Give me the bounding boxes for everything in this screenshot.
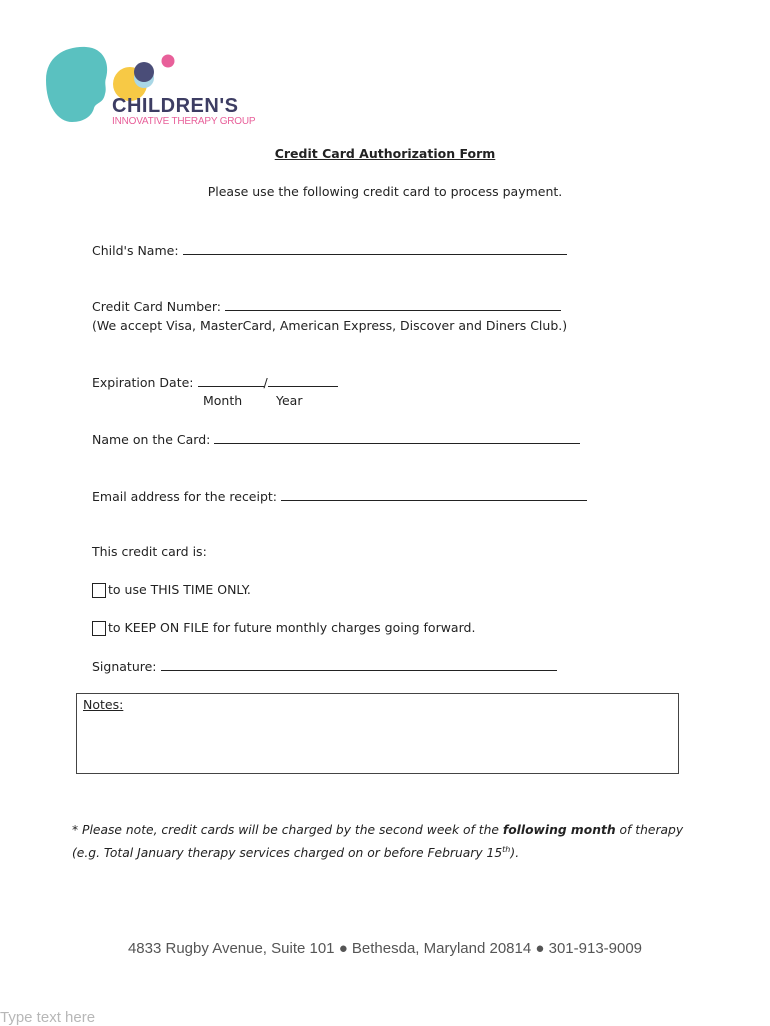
billing-note-superscript: th: [502, 845, 511, 854]
option-file-label: to KEEP ON FILE for future monthly charges going forward.: [108, 620, 476, 635]
expiration-month-field[interactable]: [198, 374, 264, 387]
childs-name-label: Child's Name:: [92, 243, 179, 258]
name-on-card-row: [92, 431, 580, 447]
form-intro: Please use the following credit card to process payment.: [207, 184, 563, 199]
billing-note: [72, 821, 712, 863]
card-number-row: [92, 298, 561, 314]
accepted-cards-text: (We accept Visa, MasterCard, American Express, Discover and Diners Club.): [92, 318, 568, 333]
logo-subtitle: INNOVATIVE THERAPY GROUP: [112, 116, 256, 127]
billing-note-emphasis: following month: [502, 823, 616, 837]
signature-row: [92, 658, 557, 674]
child-head-icon: [46, 47, 107, 122]
option-once-label: to use THIS TIME ONLY.: [108, 582, 251, 597]
name-on-card-field[interactable]: [214, 431, 580, 444]
option-file-row: [92, 620, 475, 636]
navy-dot-icon: [134, 62, 154, 82]
pink-dot-icon: [162, 55, 175, 68]
option-file-checkbox[interactable]: [92, 621, 106, 636]
option-once-row: [92, 582, 251, 598]
logo-title: CHILDREN'S: [112, 95, 239, 117]
billing-note-example-end: ).: [510, 846, 520, 861]
expiration-separator: /: [263, 375, 268, 390]
signature-field[interactable]: [161, 658, 557, 671]
notes-label: Notes:: [83, 697, 124, 712]
email-label: Email address for the receipt:: [92, 489, 278, 504]
expiration-label: Expiration Date:: [92, 375, 194, 390]
card-number-field[interactable]: [225, 298, 561, 311]
expiration-year-field[interactable]: [268, 374, 338, 387]
footer-address: 4833 Rugby Avenue, Suite 101 ● Bethesda, Maryland 20814 ● 301-913-9009: [127, 940, 643, 957]
billing-note-text: * Please note, credit cards will be charged by the second week of the: [72, 823, 503, 837]
notes-box[interactable]: [76, 693, 679, 774]
type-text-placeholder[interactable]: Type text here: [0, 1009, 96, 1026]
signature-label: Signature:: [92, 659, 157, 674]
month-label: Month: [203, 393, 243, 408]
billing-note-text-end: of therapy: [615, 823, 684, 837]
year-label: Year: [276, 393, 303, 408]
option-once-checkbox[interactable]: [92, 583, 106, 598]
email-row: [92, 488, 587, 504]
card-number-label: Credit Card Number:: [92, 299, 221, 314]
form-title: Credit Card Authorization Form: [274, 146, 496, 161]
email-field[interactable]: [281, 488, 587, 501]
name-on-card-label: Name on the Card:: [92, 432, 211, 447]
childs-name-field[interactable]: [183, 242, 567, 255]
card-usage-label: This credit card is:: [92, 544, 207, 559]
billing-note-example: (e.g. Total January therapy services charged on or before February 15: [72, 846, 503, 861]
childs-name-row: [92, 242, 567, 258]
expiration-row: [92, 374, 338, 390]
